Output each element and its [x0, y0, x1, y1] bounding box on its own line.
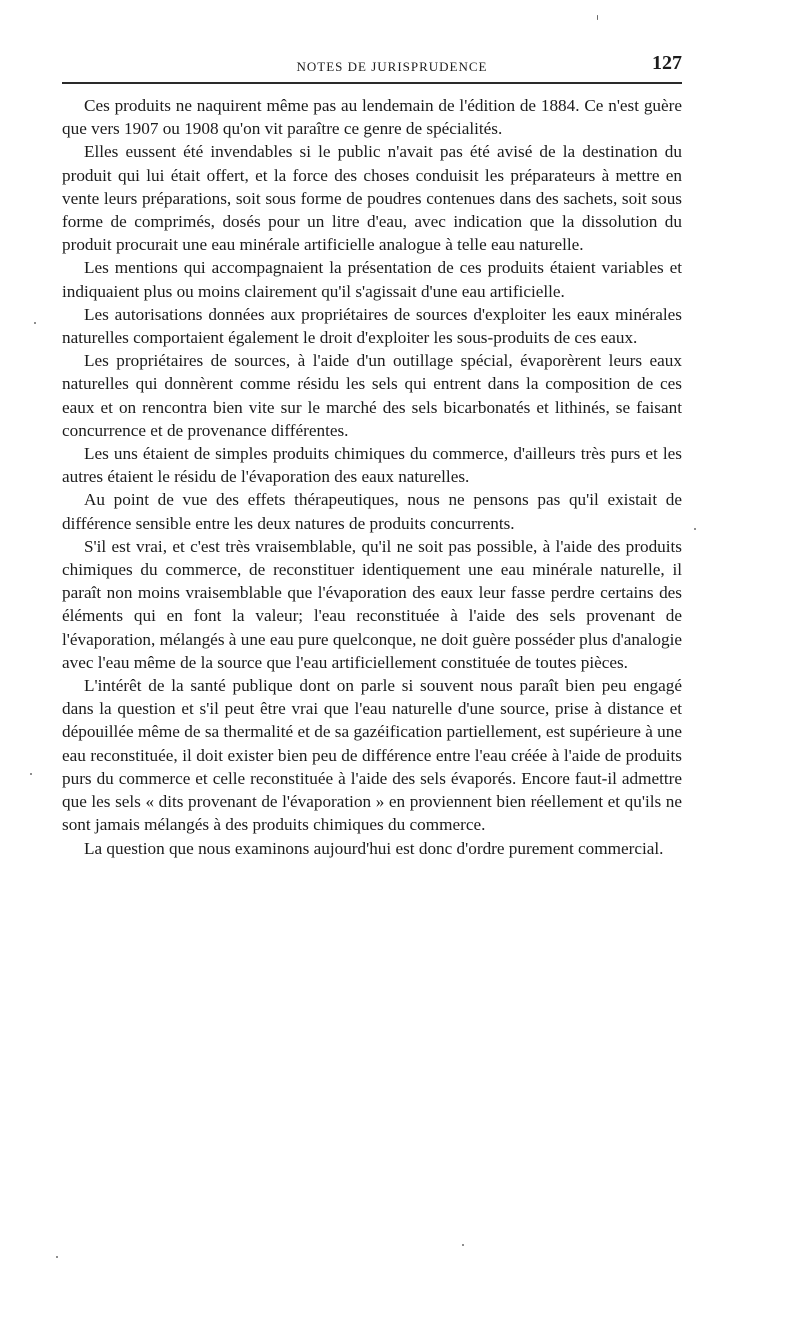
paragraph: Les propriétaires de sources, à l'aide d'un outillage spécial, évaporèrent leurs eaux naturelles qui donnèrent comme résidu les sels qui entrent dans la composition de ces eaux et on rencontra bien vite sur le marché des sels bicarbonatés et lithinés, se faisant concurrence et de provenance différentes.: [62, 351, 682, 440]
page-number: 127: [652, 52, 682, 74]
print-speck: [56, 1256, 58, 1258]
paragraph: Les autorisations données aux propriétaires de sources d'exploiter les eaux minérales naturelles comportaient également le droit d'exploiter les sous-produits de ces eaux.: [62, 304, 682, 348]
print-speck: [462, 1244, 464, 1246]
book-page: [62, 52, 682, 860]
paragraph: Au point de vue des effets thérapeutiques, nous ne pensons pas qu'il existait de différence sensible entre les deux natures de produits concurrents.: [62, 490, 682, 533]
paragraph: La question que nous examinons aujourd'hui est donc d'ordre purement commercial.: [84, 838, 664, 858]
running-head: NOTES DE JURISPRUDENCE: [296, 59, 488, 74]
paragraph: Les mentions qui accompagnaient la présentation de ces produits étaient variables et indiquaient plus ou moins clairement qu'il s'agissait d'une eau artificielle.: [62, 258, 682, 301]
page-header: [62, 52, 682, 84]
paragraph: Ces produits ne naquirent même pas au lendemain de l'édition de 1884. Ce n'est guère que vers 1907 ou 1908 qu'on vit paraître ce genre de spécialités.: [62, 96, 682, 139]
print-speck: [34, 322, 36, 324]
body-text: [62, 94, 682, 860]
paragraph: Les uns étaient de simples produits chimiques du commerce, d'ailleurs très purs et les autres étaient le résidu de l'évaporation des eaux naturelles.: [62, 444, 682, 487]
paragraph: S'il est vrai, et c'est très vraisemblable, qu'il ne soit pas possible, à l'aide des produits chimiques du commerce, de reconstituer identiquement une eau minérale naturelle, il paraît non moins vraisemblable que l'évaporation des eaux leur fasse perdre certains des éléments qui en font la valeur; l'eau reconstituée à l'aide des sels provenant de l'évaporation, mélangés à une eau pure quelconque, ne doit guère posséder plus d'analogie avec l'eau même de la source que l'eau artificiellement constituée de toutes pièces.: [62, 536, 682, 672]
print-speck: [30, 773, 32, 775]
paragraph: L'intérêt de la santé publique dont on parle si souvent nous paraît bien peu engagé dans la question et s'il peut être vrai que l'eau naturelle d'une source, prise à distance et dépouillée même de sa thermalité et de sa gazéification partiellement, est supérieure à une eau reconstituée, il doit exister bien peu de différence entre l'eau créée à l'aide de produits purs du commerce et celle reconstituée à l'aide des sels évaporés. Encore faut-il admettre que les sels « dits provenant de l'évaporation » en proviennent bien réellement et qu'ils ne sont jamais mélangés à des produits chimiques du commerce.: [62, 676, 682, 835]
print-speck: [597, 15, 598, 20]
print-speck: [694, 528, 696, 530]
paragraph: Elles eussent été invendables si le public n'avait pas été avisé de la destination du produit qui lui était offert, et la force des choses conduisit les préparateurs à mettre en vente leurs préparations, soit sous forme de poudres contenues dans des sachets, soit sous forme de comprimés, dosés pour un litre d'eau, avec indication que la dissolution du produit procurait une eau minérale artificielle analogue à telle eau naturelle.: [62, 142, 682, 255]
